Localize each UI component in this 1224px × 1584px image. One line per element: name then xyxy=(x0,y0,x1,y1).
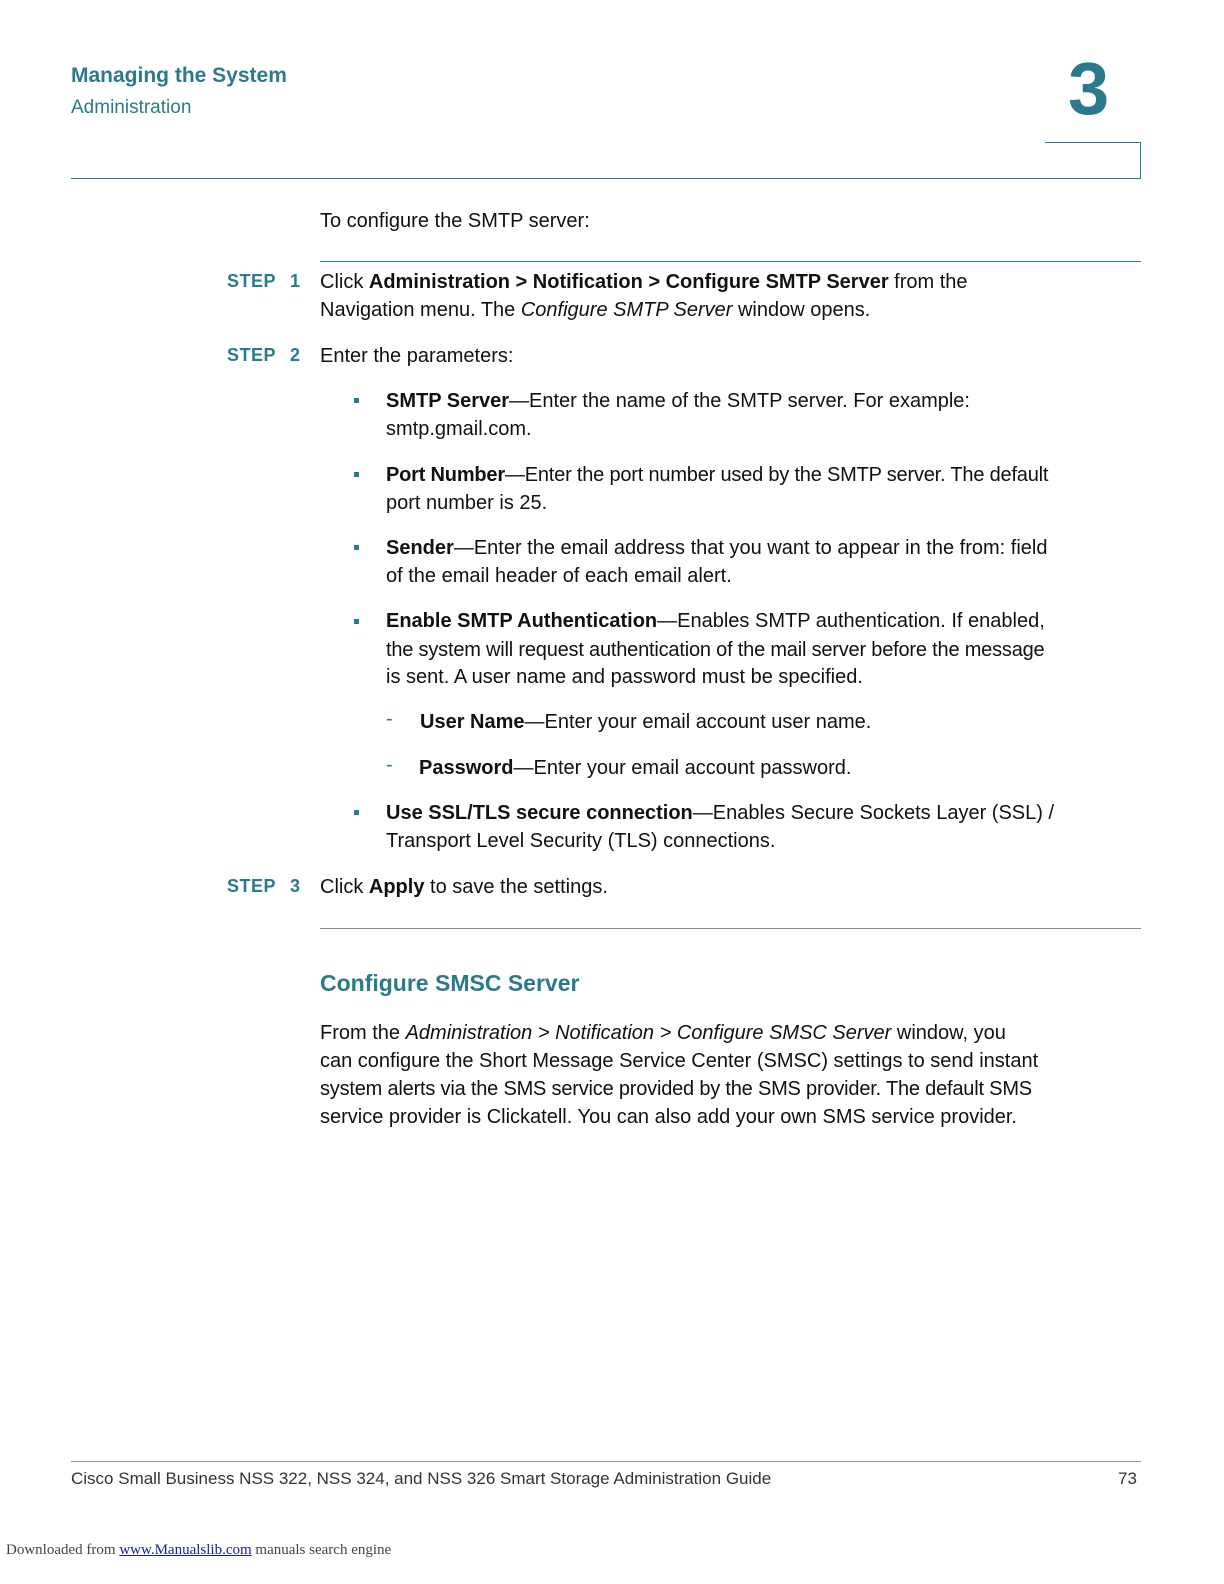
param-sender: Sender—Enter the email address that you want to appear in the from: field xyxy=(386,537,1048,559)
steps-top-divider xyxy=(320,261,1141,262)
param-enable-smtp-auth: Enable SMTP Authentication—Enables SMTP authentication. If enabled, xyxy=(386,610,1045,632)
step-3-label: STEP xyxy=(227,876,277,896)
steps-bottom-divider xyxy=(320,928,1141,929)
footer-divider xyxy=(71,1461,1141,1462)
section-paragraph-line-1: From the Administration > Notification > Configure SMSC Server window, you xyxy=(320,1022,1006,1044)
param-sender-cont: of the email header of each email alert. xyxy=(386,565,732,587)
param-enable-smtp-auth-cont-2: is sent. A user name and password must be specified. xyxy=(386,666,863,688)
step-3-number: 3 xyxy=(290,876,301,896)
section-paragraph-line-4: service provider is Clickatell. You can also add your own SMS service provider. xyxy=(320,1106,1017,1128)
param-ssl-tls-cont: Transport Level Security (TLS) connections. xyxy=(386,830,776,852)
param-enable-smtp-auth-cont-1: the system will request authentication of the mail server before the message xyxy=(386,639,1045,661)
header-divider xyxy=(71,178,1141,179)
step-2-number: 2 xyxy=(290,345,301,365)
param-port-number-cont: port number is 25. xyxy=(386,492,548,514)
section-heading: Configure SMSC Server xyxy=(320,970,580,996)
page-number: 73 xyxy=(1118,1469,1137,1488)
bullet-icon xyxy=(354,545,359,550)
dash-icon: - xyxy=(386,708,393,730)
bullet-icon xyxy=(354,619,359,624)
section-subtitle: Administration xyxy=(71,97,192,118)
step-2-label: STEP xyxy=(227,345,277,365)
step-3-text: Click Apply to save the settings. xyxy=(320,876,608,898)
subparam-password: Password—Enter your email account password. xyxy=(419,757,852,779)
param-smtp-server: SMTP Server—Enter the name of the SMTP server. For example: xyxy=(386,390,970,412)
chapter-title: Managing the System xyxy=(71,64,287,87)
param-ssl-tls: Use SSL/TLS secure connection—Enables Secure Sockets Layer (SSL) / xyxy=(386,802,1055,824)
section-paragraph-line-3: system alerts via the SMS service provided by the SMS provider. The default SMS xyxy=(320,1078,1032,1100)
manualslib-link[interactable]: www.Manualslib.com xyxy=(119,1542,252,1558)
bullet-icon xyxy=(354,472,359,477)
footer-guide-title: Cisco Small Business NSS 322, NSS 324, and NSS 326 Smart Storage Administration Guide xyxy=(71,1469,772,1488)
dash-icon: - xyxy=(386,754,393,776)
step-1-line-1: Click Administration > Notification > Configure SMTP Server from the xyxy=(320,271,968,293)
param-smtp-server-cont: smtp.gmail.com. xyxy=(386,418,532,440)
section-paragraph-line-2: can configure the Short Message Service Center (SMSC) settings to send instant xyxy=(320,1050,1039,1072)
chapter-number: 3 xyxy=(1068,47,1110,130)
step-1-line-2: Navigation menu. The Configure SMTP Server window opens. xyxy=(320,299,871,321)
step-1-number: 1 xyxy=(290,271,301,291)
param-port-number: Port Number—Enter the port number used by the SMTP server. The default xyxy=(386,464,1049,486)
subparam-user-name: User Name—Enter your email account user name. xyxy=(420,711,872,733)
step-1-label: STEP xyxy=(227,271,277,291)
download-notice: Downloaded from www.Manualslib.com manuals search engine xyxy=(6,1542,392,1558)
chapter-number-frame xyxy=(1045,142,1141,179)
intro-text: To configure the SMTP server: xyxy=(320,210,590,232)
bullet-icon xyxy=(354,398,359,403)
bullet-icon xyxy=(354,810,359,815)
step-2-text: Enter the parameters: xyxy=(320,345,514,367)
